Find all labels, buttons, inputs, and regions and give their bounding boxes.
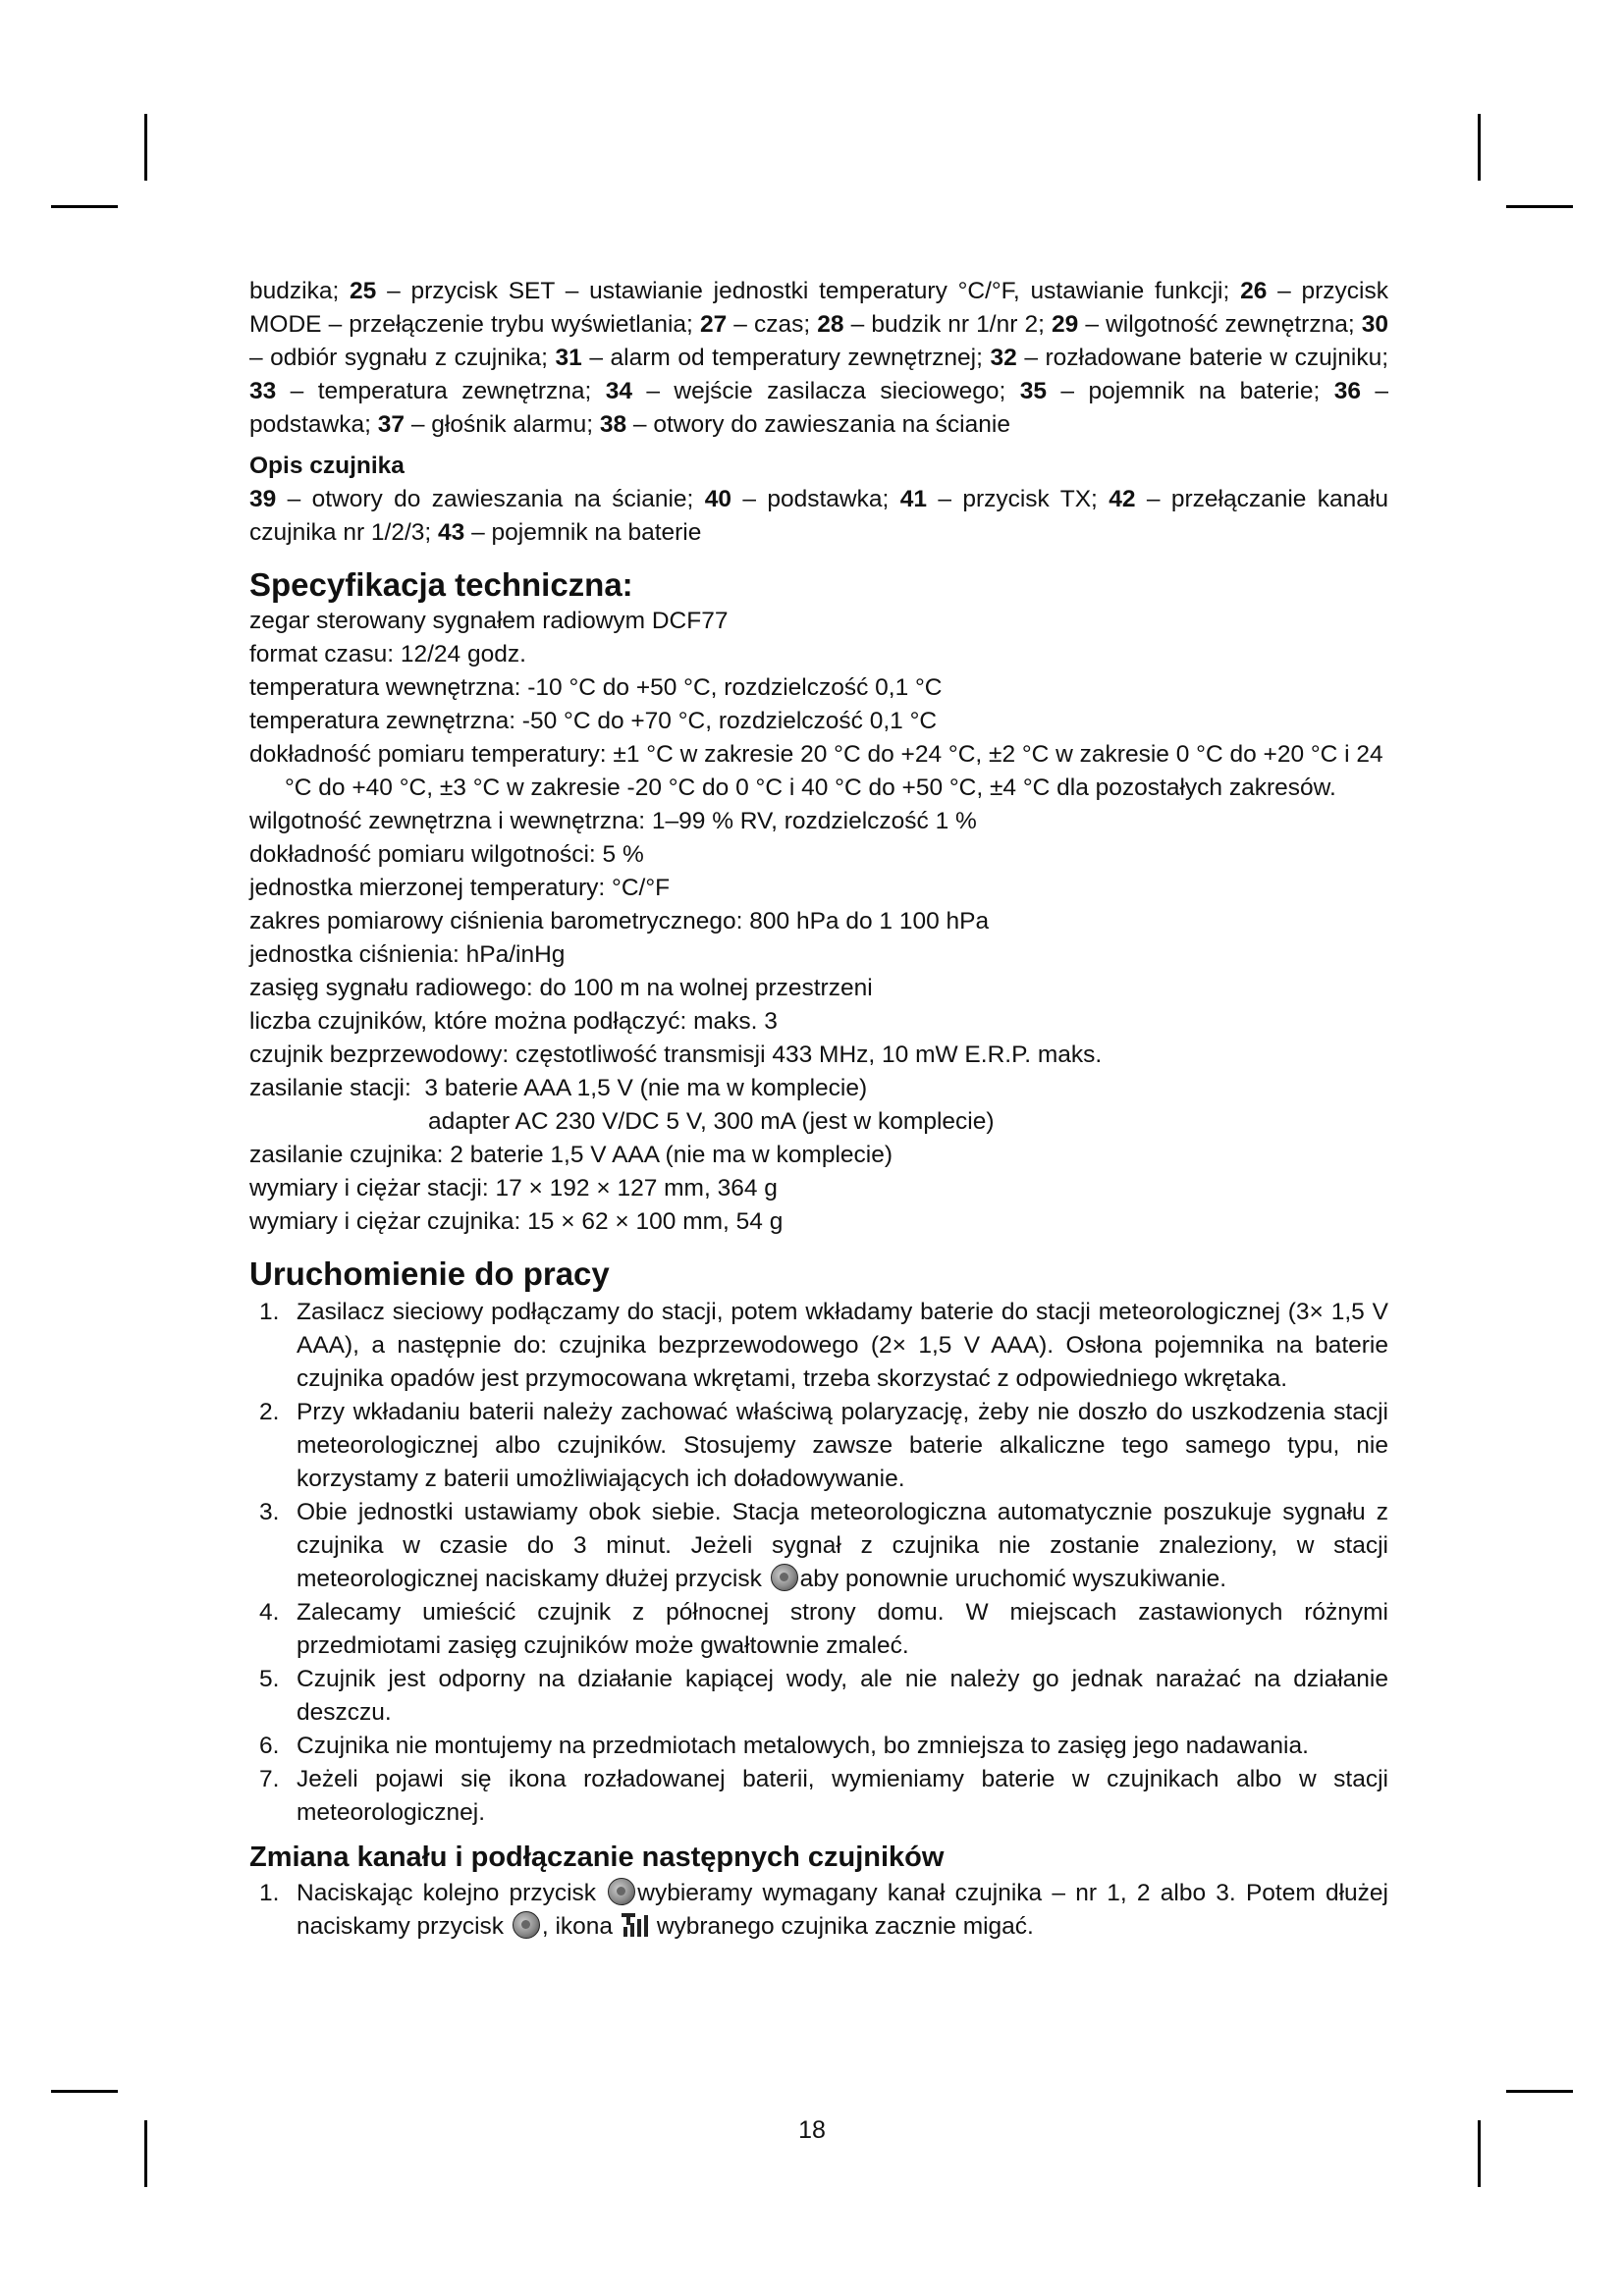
spec-line: zasilanie czujnika: 2 baterie 1,5 V AAA (nie ma w komplecie) — [249, 1142, 893, 1168]
item-number: 43 — [438, 519, 465, 546]
spec-line: zegar sterowany sygnałem radiowym DCF77 — [249, 608, 729, 634]
item-number: 40 — [704, 486, 731, 512]
spec-power-label: zasilanie stacji: — [249, 1075, 425, 1101]
spec-line: format czasu: 12/24 godz. — [249, 641, 526, 667]
list-item-text: Obie jednostki ustawiamy obok siebie. Stacja meteorologiczna automatycznie poszukuje sygnału z czujnika w czasie do 3 minut. Jeżeli sygnał z czujnika nie zostanie znaleziony, w stacji meteorologicznej naciskamy dłużej przycisk — [297, 1499, 1388, 1592]
item-number: 30 — [1361, 311, 1389, 338]
item-number: 25 — [350, 278, 377, 304]
spec-line: wilgotność zewnętrzna i wewnętrzna: 1–99 % RV, rozdzielczość 1 % — [249, 808, 977, 834]
page-number: 18 — [798, 2116, 826, 2144]
item-number: 35 — [1019, 378, 1048, 404]
list-item-number: 1. — [259, 1880, 280, 1906]
spec-line: temperatura zewnętrzna: -50 °C do +70 °C, rozdzielczość 0,1 °C — [249, 708, 938, 734]
startup-heading: Uruchomienie do pracy — [249, 1255, 610, 1292]
item-number: 42 — [1109, 486, 1136, 512]
specs-list — [249, 605, 1388, 1239]
channel-button-icon — [608, 1878, 635, 1905]
list-item-text: Czujnik jest odporny na działanie kapiącej wody, ale nie należy go jednak narażać na działanie deszczu. — [297, 1666, 1388, 1726]
sensor-button-icon — [513, 1911, 540, 1939]
list-item-text: Zasilacz sieciowy podłączamy do stacji, potem wkładamy baterie do stacji meteorologicznej (3× 1,5 V AAA), a następnie do: czujnika bezprzewodowego (2× 1,5 V AAA). Osłona pojemnika na baterie czujnika opadów jest przymocowana wkrętami, trzeba skorzystać z odpowiedniego wkrętaka. — [297, 1299, 1388, 1392]
spec-line: wymiary i ciężar czujnika: 15 × 62 × 100 mm, 54 g — [249, 1208, 784, 1235]
list-item-text: Zalecamy umieścić czujnik z północnej strony domu. W miejscach zastawionych różnymi przedmiotami zasięg czujników może gwałtownie zmaleć. — [297, 1599, 1388, 1659]
item-number: 29 — [1052, 311, 1079, 338]
spec-power-option-2: adapter AC 230 V/DC 5 V, 300 mA (jest w komplecie) — [428, 1108, 995, 1135]
spec-power-station — [249, 1072, 1388, 1105]
crop-mark — [51, 205, 118, 208]
item-number: 31 — [555, 345, 582, 371]
spec-line: wymiary i ciężar stacji: 17 × 192 × 127 mm, 364 g — [249, 1175, 778, 1201]
spec-line: jednostka mierzonej temperatury: °C/°F — [249, 875, 671, 901]
list-item — [249, 1730, 1388, 1763]
item-number: 33 — [249, 378, 277, 404]
list-item-text: , ikona — [541, 1913, 620, 1940]
crop-mark — [144, 114, 147, 181]
list-item-text: Naciskając kolejno przycisk — [297, 1880, 607, 1906]
list-item-number: 4. — [259, 1599, 280, 1626]
startup-list — [249, 1296, 1388, 1830]
page-content — [249, 275, 1388, 1944]
list-item — [249, 1763, 1388, 1830]
list-item — [249, 1663, 1388, 1730]
spec-line: liczba czujników, które można podłączyć: maks. 3 — [249, 1008, 778, 1035]
list-item-text: wybieramy wymagany kanał czujnika – nr 1, 2 albo 3. Potem dłużej naciskamy przycisk — [297, 1880, 1388, 1940]
spec-power-option-1: 3 baterie AAA 1,5 V (nie ma w komplecie) — [424, 1075, 868, 1101]
list-item-text: Czujnika nie montujemy na przedmiotach metalowych, bo zmniejsza to zasięg jego nadawania. — [297, 1733, 1309, 1759]
channel-list — [249, 1877, 1388, 1944]
sensor-description-title: Opis czujnika — [249, 453, 405, 479]
list-item — [249, 1877, 1388, 1944]
list-item-number: 5. — [259, 1666, 280, 1692]
item-number: 34 — [605, 378, 632, 404]
item-number: 39 — [249, 486, 277, 512]
list-item-number: 1. — [259, 1299, 280, 1325]
list-item-number: 7. — [259, 1766, 280, 1792]
spec-line: czujnik bezprzewodowy: częstotliwość transmisji 433 MHz, 10 mW E.R.P. maks. — [249, 1041, 1103, 1068]
item-number: 32 — [990, 345, 1017, 371]
list-item-text: Jeżeli pojawi się ikona rozładowanej baterii, wymieniamy baterie w czujnikach albo w stacji meteorologicznej. — [297, 1766, 1388, 1826]
list-item — [249, 1596, 1388, 1663]
crop-mark — [1506, 205, 1573, 208]
list-item — [249, 1396, 1388, 1496]
station-parts-description: budzika; 25 – przycisk SET – ustawianie jednostki temperatury °C/°F, ustawianie funkcji; 26 – przycisk MODE – przełączenie trybu wyświetlania; 27 – czas; 28 – budzik nr 1/nr 2; 29 – wilgotność zewnętrzna; 30 – odbiór sygnału z czujnika; 31 – alarm od temperatury zewnętrznej; 32 – rozładowane baterie w czujniku; 33 – temperatura zewnętrzna; 34 – wejście zasilacza sieciowego; 35 – pojemnik na baterie; 36 – podstawka; 37 – głośnik alarmu; 38 – otwory do zawieszania na ścianie — [249, 278, 1389, 438]
crop-mark — [51, 2090, 118, 2093]
list-item-text: Przy wkładaniu baterii należy zachować właściwą polaryzację, żeby nie doszło do uszkodzenia stacji meteorologicznej albo czujników. Stosujemy zawsze baterie alkaliczne tego samego typu, nie korzystamy z baterii umożliwiających ich doładowywanie. — [297, 1399, 1388, 1492]
spec-line: dokładność pomiaru wilgotności: 5 % — [249, 841, 644, 868]
list-item — [249, 1496, 1388, 1596]
sensor-signal-icon — [622, 1913, 655, 1939]
item-number: 28 — [817, 311, 844, 338]
list-item-number: 3. — [259, 1499, 280, 1525]
list-item-text: aby ponownie uruchomić wyszukiwanie. — [799, 1566, 1227, 1592]
specs-heading: Specyfikacja techniczna: — [249, 566, 633, 603]
item-number: 36 — [1333, 378, 1361, 404]
item-number: 27 — [699, 311, 728, 338]
sensor-parts-description: 39 – otwory do zawieszania na ścianie; 40 – podstawka; 41 – przycisk TX; 42 – przełączanie kanału czujnika nr 1/2/3; 43 – pojemnik na baterie — [249, 486, 1388, 546]
list-item-number: 2. — [259, 1399, 280, 1425]
item-number: 41 — [899, 486, 927, 512]
item-number: 38 — [599, 411, 627, 438]
list-item-text: wybranego czujnika zacznie migać. — [656, 1913, 1034, 1940]
spec-line: zasięg sygnału radiowego: do 100 m na wolnej przestrzeni — [249, 975, 873, 1001]
channel-heading: Zmiana kanału i podłączanie następnych czujników — [249, 1842, 945, 1873]
item-number: 26 — [1240, 278, 1268, 304]
crop-mark — [1506, 2090, 1573, 2093]
crop-mark — [1478, 114, 1481, 181]
spec-line: jednostka ciśnienia: hPa/inHg — [249, 941, 566, 968]
sensor-button-icon — [771, 1564, 798, 1591]
item-number: 37 — [377, 411, 406, 438]
list-item-number: 6. — [259, 1733, 280, 1759]
list-item — [249, 1296, 1388, 1396]
spec-line: dokładność pomiaru temperatury: ±1 °C w zakresie 20 °C do +24 °C, ±2 °C w zakresie 0 °C do +20 °C i 24 °C do +40 °C, ±3 °C w zakresie -20 °C do 0 °C i 40 °C do +50 °C, ±4 °C dla pozostałych zakresów. — [249, 741, 1383, 801]
spec-line: temperatura wewnętrzna: -10 °C do +50 °C, rozdzielczość 0,1 °C — [249, 674, 943, 701]
spec-line: zakres pomiarowy ciśnienia barometrycznego: 800 hPa do 1 100 hPa — [249, 908, 990, 934]
